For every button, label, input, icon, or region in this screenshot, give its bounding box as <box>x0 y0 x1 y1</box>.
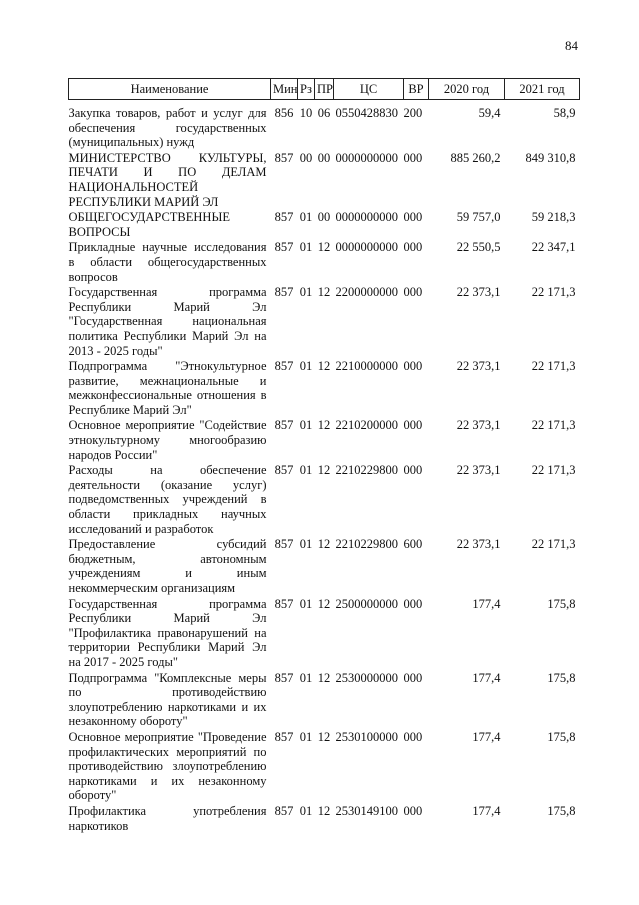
row-min: 857 <box>274 463 294 478</box>
row-pr: 12 <box>317 803 331 818</box>
row-pr: 00 <box>317 150 331 165</box>
row-pr: 12 <box>317 359 331 374</box>
table-row <box>69 100 580 151</box>
row-amount-2021: 22 171,3 <box>531 418 576 433</box>
row-cs: 0550428830 <box>335 106 398 120</box>
row-rz: 01 <box>299 537 313 552</box>
row-amount-2020: 22 373,1 <box>456 285 501 300</box>
row-amount-2020: 885 260,2 <box>450 150 501 165</box>
row-min: 857 <box>274 537 294 552</box>
table-row <box>69 597 580 671</box>
row-vr: 600 <box>403 537 423 552</box>
row-min: 857 <box>274 240 294 255</box>
row-cs: 2210000000 <box>335 359 398 374</box>
row-rz: 01 <box>299 670 313 685</box>
row-amount-2020: 177,4 <box>472 729 501 744</box>
row-amount-2021: 59 218,3 <box>531 210 576 225</box>
budget-table <box>68 78 580 834</box>
table-row <box>69 151 580 210</box>
row-amount-2021: 22 171,3 <box>531 463 576 478</box>
row-rz: 01 <box>299 463 313 478</box>
row-cs: 2210200000 <box>335 418 398 433</box>
row-vr: 000 <box>403 150 423 165</box>
row-rz: 01 <box>299 596 313 611</box>
row-vr: 000 <box>403 463 423 478</box>
row-amount-2021: 175,8 <box>547 729 576 744</box>
row-cs: 2500000000 <box>335 596 398 611</box>
row-cs: 2530149100 <box>335 803 398 818</box>
table-row <box>69 463 580 537</box>
row-pr: 12 <box>317 418 331 433</box>
header-rz: Рз <box>298 79 315 100</box>
row-cs: 2530100000 <box>335 729 398 744</box>
row-amount-2020: 22 373,1 <box>456 418 501 433</box>
row-rz: 10 <box>299 106 313 120</box>
row-name: Профилактика употребления наркотиков <box>68 803 267 833</box>
row-name: МИНИСТЕРСТВО КУЛЬТУРЫ, ПЕЧАТИ И ПО ДЕЛАМ НАЦИОНАЛЬНОСТЕЙ РЕСПУБЛИКИ МАРИЙ ЭЛ <box>68 150 267 209</box>
table-row <box>69 730 580 804</box>
row-name: Подпрограмма "Комплексные меры по противодействию злоупотреблению наркотиками и их незаконному обороту" <box>68 670 267 729</box>
row-amount-2021: 22 171,3 <box>531 285 576 300</box>
table-row <box>69 804 580 834</box>
row-rz: 01 <box>299 210 313 225</box>
row-cs: 2530000000 <box>335 670 398 685</box>
row-min: 857 <box>274 596 294 611</box>
row-min: 857 <box>274 418 294 433</box>
row-vr: 200 <box>403 106 423 120</box>
row-amount-2020: 22 373,1 <box>456 537 501 552</box>
table-row <box>69 418 580 463</box>
row-name: Государственная программа Республики Марий Эл "Государственная национальная политика Республики Марий Эл на 2013 - 2025 годы" <box>68 285 267 358</box>
row-amount-2020: 22 550,5 <box>456 240 501 255</box>
header-pr: ПР <box>315 79 334 100</box>
row-amount-2020: 177,4 <box>472 596 501 611</box>
table-row <box>69 359 580 418</box>
row-vr: 000 <box>403 359 423 374</box>
header-name: Наименование <box>69 79 271 100</box>
row-pr: 12 <box>317 285 331 300</box>
row-cs: 2200000000 <box>335 285 398 300</box>
row-name: Основное мероприятие "Содействие этнокультурному многообразию народов России" <box>68 418 267 462</box>
header-min: Мин <box>271 79 298 100</box>
row-cs: 2210229800 <box>335 537 398 552</box>
row-rz: 01 <box>299 359 313 374</box>
row-min: 857 <box>274 729 294 744</box>
row-pr: 12 <box>317 596 331 611</box>
row-min: 857 <box>274 803 294 818</box>
table-row <box>69 671 580 730</box>
row-vr: 000 <box>403 210 423 225</box>
row-amount-2020: 59 757,0 <box>456 210 501 225</box>
row-pr: 06 <box>317 106 331 120</box>
table-row <box>69 537 580 596</box>
row-vr: 000 <box>403 670 423 685</box>
header-2020: 2020 год <box>429 79 505 100</box>
row-amount-2020: 177,4 <box>472 670 501 685</box>
row-name: Прикладные научные исследования в области общегосударственных вопросов <box>68 240 267 284</box>
table-row <box>69 285 580 359</box>
row-min: 857 <box>274 210 294 225</box>
row-rz: 01 <box>299 418 313 433</box>
row-pr: 12 <box>317 729 331 744</box>
row-vr: 000 <box>403 240 423 255</box>
row-cs: 0000000000 <box>335 240 398 255</box>
row-cs: 0000000000 <box>335 150 398 165</box>
header-vr: ВР <box>404 79 429 100</box>
row-pr: 12 <box>317 240 331 255</box>
row-rz: 01 <box>299 240 313 255</box>
row-amount-2021: 22 171,3 <box>531 537 576 552</box>
row-amount-2021: 175,8 <box>547 670 576 685</box>
row-amount-2020: 177,4 <box>472 803 501 818</box>
row-vr: 000 <box>403 803 423 818</box>
header-2021: 2021 год <box>505 79 580 100</box>
row-amount-2020: 22 373,1 <box>456 359 501 374</box>
row-amount-2021: 22 347,1 <box>531 240 576 255</box>
row-min: 857 <box>274 150 294 165</box>
row-amount-2021: 22 171,3 <box>531 359 576 374</box>
table-header-row <box>69 79 580 100</box>
row-name: ОБЩЕГОСУДАРСТВЕННЫЕ ВОПРОСЫ <box>68 210 230 239</box>
row-cs: 0000000000 <box>335 210 398 225</box>
row-rz: 01 <box>299 729 313 744</box>
row-rz: 01 <box>299 803 313 818</box>
row-name: Подпрограмма "Этнокультурное развитие, межнациональные и межконфессиональные отношения в Республике Марий Эл" <box>68 359 267 417</box>
row-vr: 000 <box>403 596 423 611</box>
table-body <box>69 100 580 835</box>
header-cs: ЦС <box>334 79 404 100</box>
row-min: 857 <box>274 285 294 300</box>
row-name: Предоставление субсидий бюджетным, автономным учреждениям и иным некоммерческим организациям <box>68 537 267 595</box>
row-pr: 12 <box>317 537 331 552</box>
table-row <box>69 210 580 240</box>
row-amount-2021: 58,9 <box>553 106 576 120</box>
row-amount-2021: 849 310,8 <box>525 150 576 165</box>
row-name: Расходы на обеспечение деятельности (оказание услуг) подведомственных учреждений в области прикладных научных исследований и разработок <box>68 463 267 536</box>
row-rz: 01 <box>299 285 313 300</box>
row-cs: 2210229800 <box>335 463 398 478</box>
row-amount-2020: 59,4 <box>478 106 501 120</box>
row-min: 857 <box>274 670 294 685</box>
row-pr: 00 <box>317 210 331 225</box>
row-vr: 000 <box>403 729 423 744</box>
row-pr: 12 <box>317 670 331 685</box>
row-vr: 000 <box>403 418 423 433</box>
row-name: Основное мероприятие "Проведение профилактических мероприятий по противодействию злоупотреблению наркотиками и их незаконному обороту" <box>68 729 267 803</box>
row-name: Закупка товаров, работ и услуг для обеспечения государственных (муниципальных) нужд <box>68 106 267 150</box>
row-pr: 12 <box>317 463 331 478</box>
row-min: 857 <box>274 359 294 374</box>
row-amount-2021: 175,8 <box>547 803 576 818</box>
page-number: 84 <box>565 38 578 53</box>
table-row <box>69 240 580 285</box>
row-amount-2021: 175,8 <box>547 596 576 611</box>
row-vr: 000 <box>403 285 423 300</box>
row-amount-2020: 22 373,1 <box>456 463 501 478</box>
row-min: 856 <box>274 106 294 120</box>
row-name: Государственная программа Республики Марий Эл "Профилактика правонарушений на территории Республики Марий Эл на 2017 - 2025 годы" <box>68 596 267 669</box>
row-rz: 00 <box>299 150 313 165</box>
